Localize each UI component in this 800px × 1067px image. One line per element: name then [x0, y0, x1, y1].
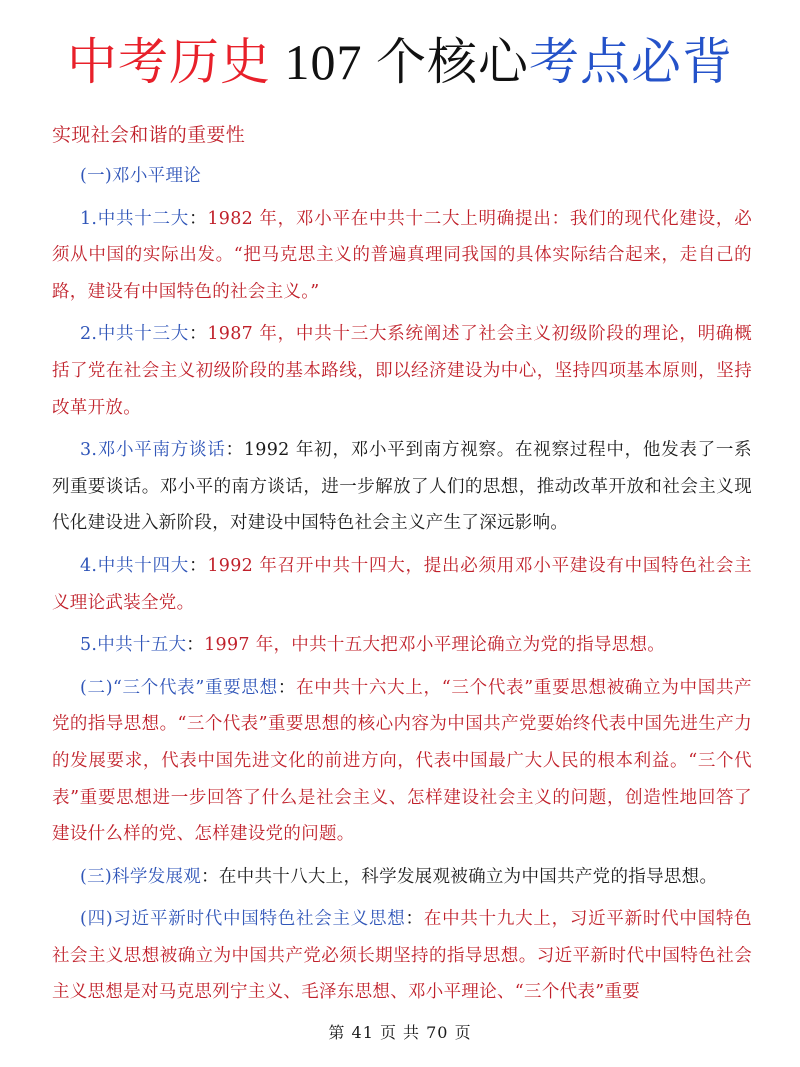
title-part-black: 107 个核心	[271, 34, 529, 90]
item-text: 在中共十六大上，“三个代表”重要思想被确立为中国共产党的指导思想。“三个代表”重要思想的核心内容为中国共产党要始终代表中国先进生产力的发展要求，代表中国先进文化的前进方向，代表中国最广大人民的根本利益。“三个代表”重要思想进一步回答了什么是社会主义、怎样建设社会主义的问题，创造性地回答了建设什么样的党、怎样建设党的问题。	[52, 677, 752, 845]
item-text: 1992 年初，邓小平到南方视察。在视察过程中，他发表了一系列重要谈话。邓小平的南方谈话，进一步解放了人们的思想，推动改革开放和社会主义现代化建设进入新阶段，对建设中国特色社会主义产生了深远影响。	[52, 440, 752, 534]
paragraph-13th-congress	[52, 316, 752, 426]
paragraph-three-represents	[52, 670, 752, 853]
item-colon: ：	[277, 677, 297, 698]
paragraph-scientific-outlook	[52, 859, 752, 896]
item-text: 在中共十九大上，习近平新时代中国特色社会主义思想被确立为中国共产党必须长期坚持的指导思想。习近平新时代中国特色社会主义思想是对马克思列宁主义、毛泽东思想、邓小平理论、“三个代表”重要	[52, 909, 752, 1003]
document-body	[52, 118, 752, 1017]
paragraph-12th-congress	[52, 201, 752, 311]
item-text: 1997 年，中共十五大把邓小平理论确立为党的指导思想。	[204, 635, 666, 656]
section-title: 实现社会和谐的重要性	[52, 124, 246, 146]
item-label: 5.中共十五大	[80, 635, 187, 656]
item-label: (四)习近平新时代中国特色社会主义思想	[80, 909, 406, 930]
paragraph-15th-congress	[52, 627, 752, 664]
title-part-blue: 考点必背	[529, 33, 733, 91]
title-part-red: 中考历史	[67, 33, 271, 91]
heading-label: (一)邓小平理论	[80, 166, 202, 186]
item-text: 1982 年，邓小平在中共十二大上明确提出：我们的现代化建设，必须从中国的实际出发。“把马克思主义的普遍真理同我国的具体实际结合起来，走自己的路，建设有中国特色的社会主义。”	[52, 208, 752, 302]
paragraph-xi-thought	[52, 901, 752, 1011]
item-label: (三)科学发展观	[80, 866, 202, 887]
page-title	[0, 22, 800, 102]
paragraph-14th-congress	[52, 548, 752, 621]
item-label: (二)“三个代表”重要思想	[80, 677, 278, 698]
item-text: 在中共十八大上，科学发展观被确立为中国共产党的指导思想。	[218, 866, 718, 887]
item-colon: ：	[189, 555, 208, 576]
item-colon: ：	[189, 208, 208, 229]
item-label: 2.中共十三大	[80, 324, 190, 345]
item-text: 1992 年召开中共十四大，提出必须用邓小平建设有中国特色社会主义理论武装全党。	[52, 555, 752, 613]
item-colon: ：	[225, 440, 244, 461]
item-colon: ：	[186, 635, 205, 656]
item-text: 1987 年，中共十三大系统阐述了社会主义初级阶段的理论，明确概括了党在社会主义初级阶段的基本路线，即以经济建设为中心，坚持四项基本原则，坚持改革开放。	[52, 324, 752, 418]
paragraph-deng-theory-heading	[52, 158, 752, 195]
item-colon: ：	[405, 909, 424, 930]
paragraph-southern-talks	[52, 432, 752, 542]
item-label: 1.中共十二大	[80, 208, 190, 229]
page-footer: 第 41 页 共 70 页	[328, 1023, 472, 1042]
item-label: 3.邓小平南方谈话	[80, 440, 226, 461]
item-colon: ：	[189, 324, 208, 345]
item-colon: ：	[201, 866, 219, 887]
item-label: 4.中共十四大	[80, 555, 190, 576]
